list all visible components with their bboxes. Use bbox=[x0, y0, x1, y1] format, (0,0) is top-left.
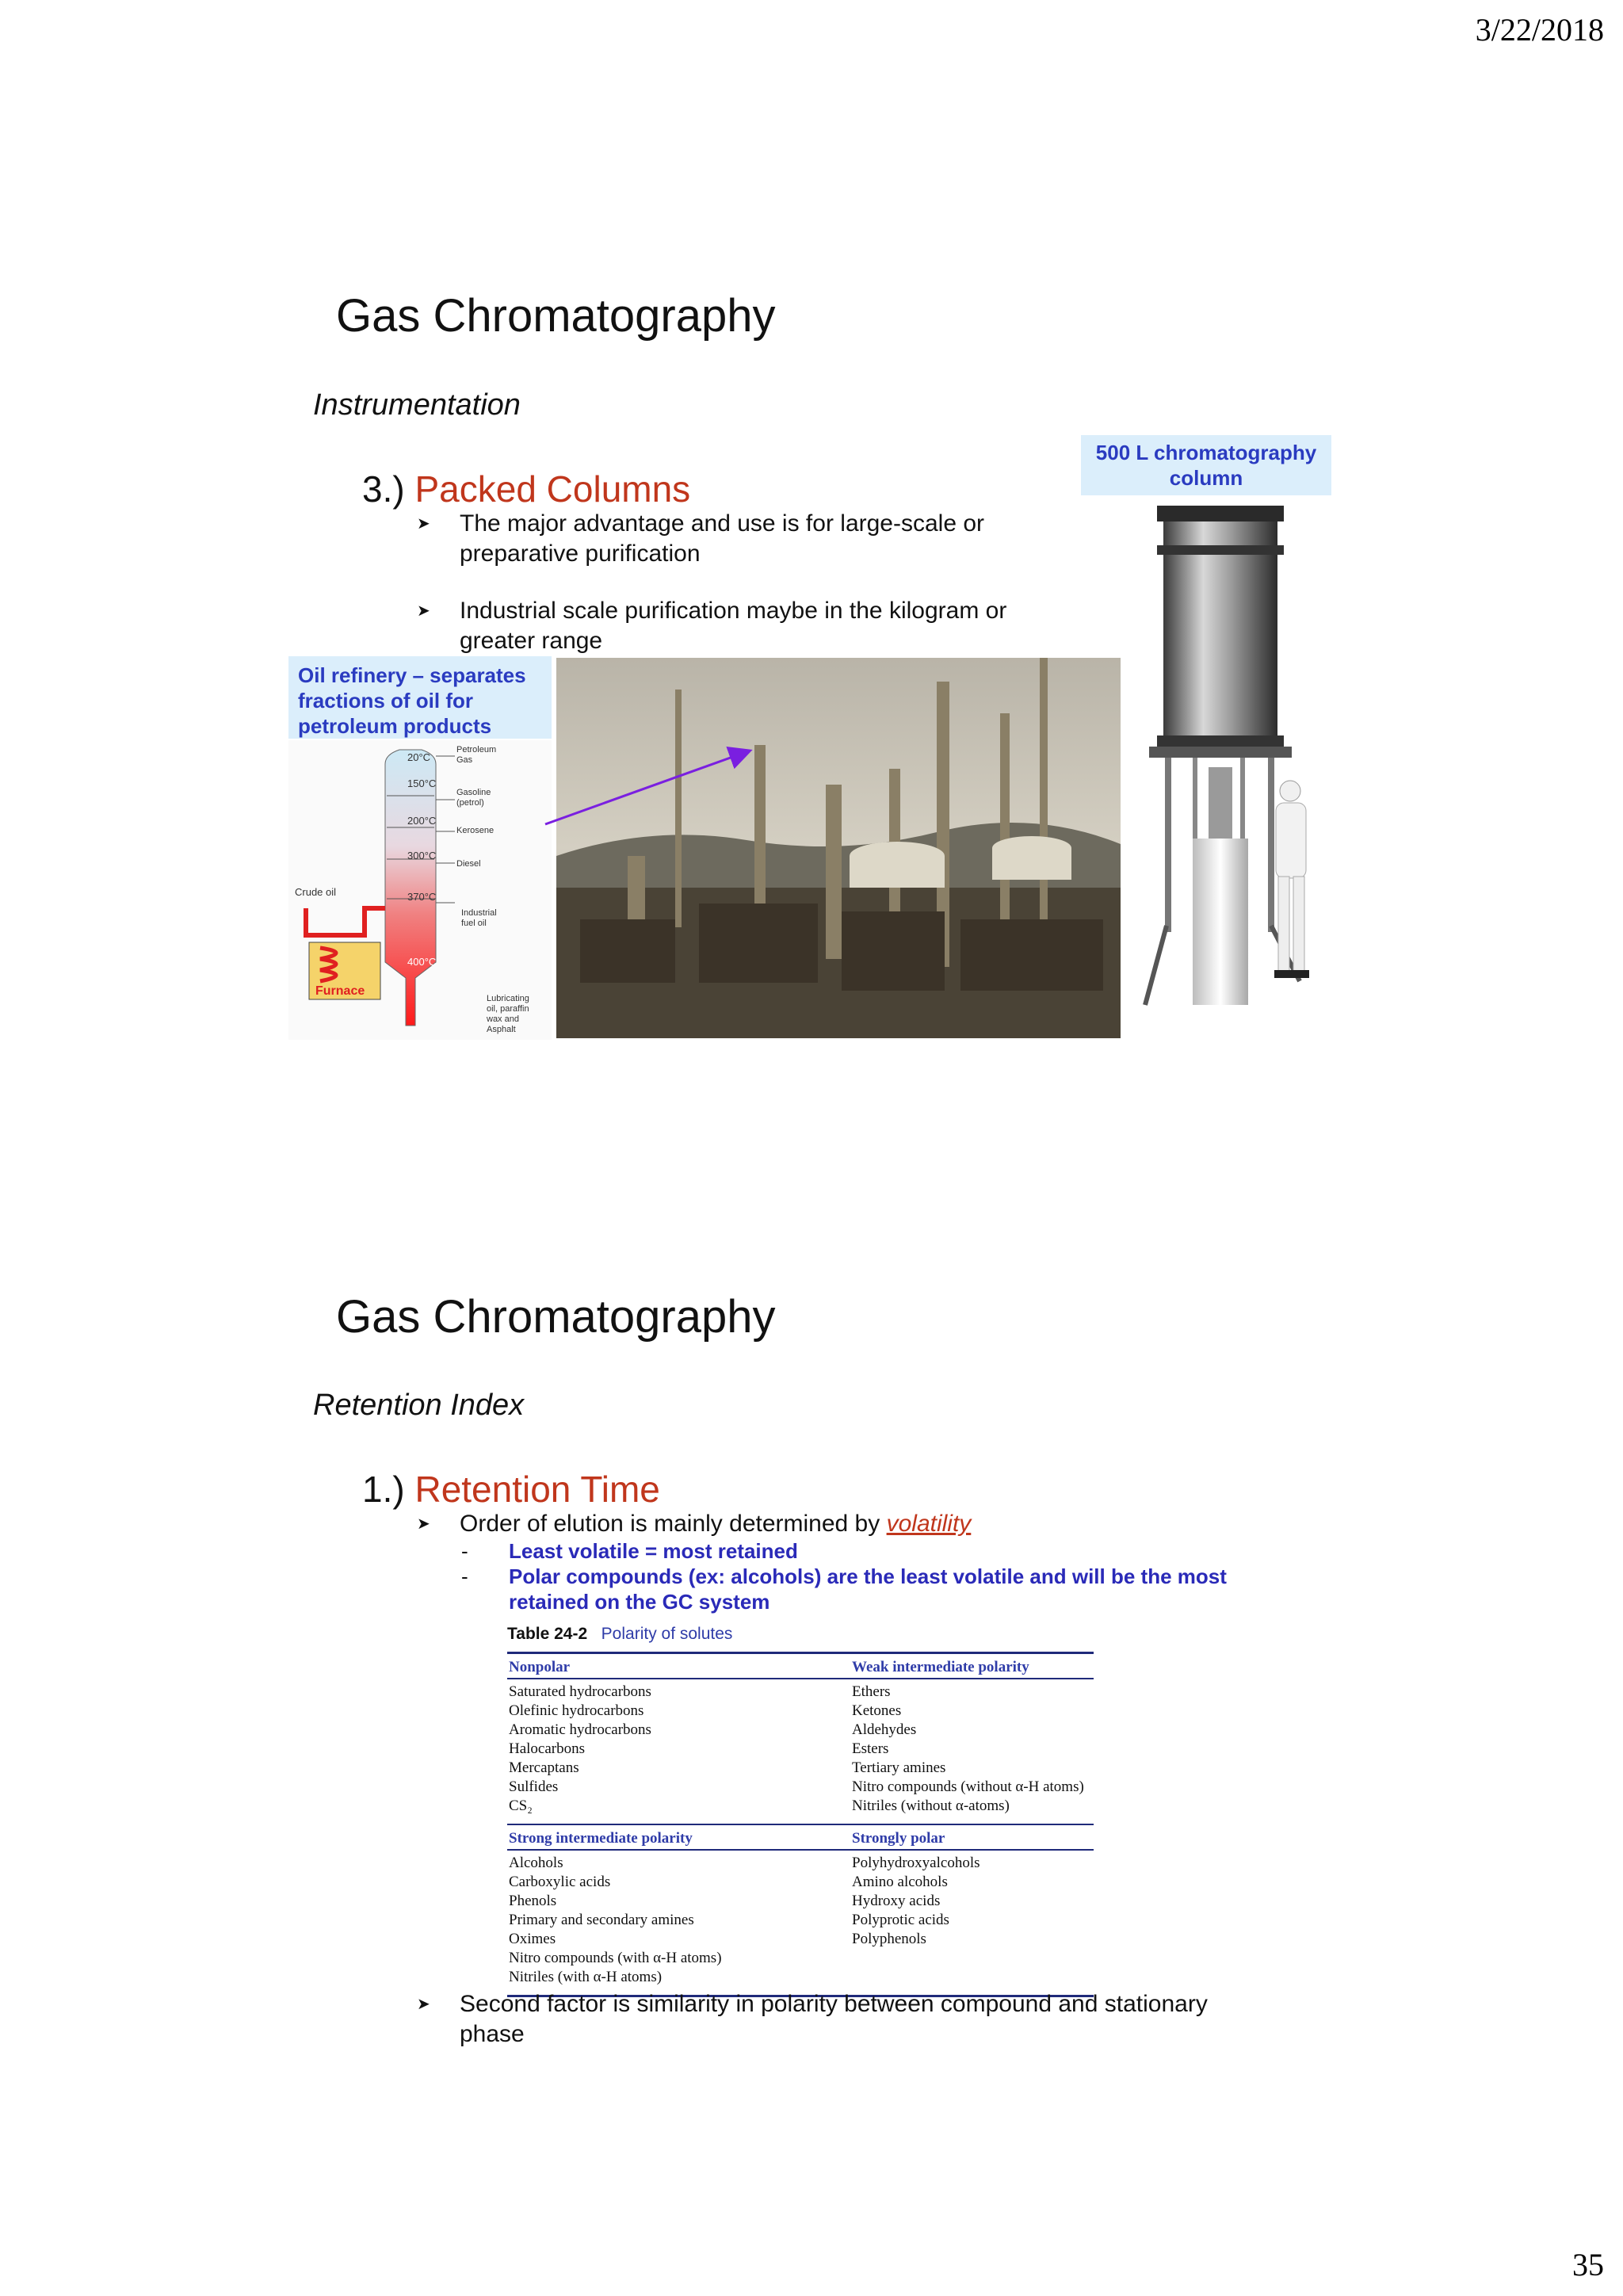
temp-label: 150°C bbox=[407, 777, 437, 789]
output-line: Petroleum bbox=[456, 745, 497, 755]
dash-marker: - bbox=[461, 1564, 468, 1588]
table-cell: Aromatic hydrocarbons bbox=[509, 1721, 651, 1738]
column-header: Strong intermediate polarity bbox=[509, 1830, 693, 1847]
table-column-right bbox=[852, 1854, 980, 1949]
table-number: Table 24-2 bbox=[507, 1625, 588, 1643]
crude-oil-label: Crude oil bbox=[295, 886, 337, 898]
table-caption bbox=[507, 1625, 1094, 1644]
table-cell: Mercaptans bbox=[509, 1759, 579, 1776]
table-cell: Saturated hydrocarbons bbox=[509, 1683, 651, 1700]
table-cell: Nitro compounds (without α-H atoms) bbox=[852, 1778, 1084, 1795]
table-cell: Aldehydes bbox=[852, 1721, 917, 1738]
slide2-section-heading bbox=[362, 1468, 660, 1511]
document-date: 3/22/2018 bbox=[1475, 12, 1604, 48]
slide1-subtitle: Instrumentation bbox=[313, 388, 521, 422]
distillation-diagram bbox=[288, 740, 552, 1040]
table-cell: Phenols bbox=[509, 1893, 557, 1909]
table-cell: CS₂ bbox=[509, 1797, 533, 1814]
output-label bbox=[456, 788, 491, 808]
pointer-arrow bbox=[539, 737, 769, 856]
polarity-table bbox=[507, 1625, 1094, 1997]
table-cell: Ketones bbox=[852, 1702, 902, 1719]
output-label bbox=[456, 859, 481, 869]
section-number: 3.) bbox=[362, 468, 405, 510]
slide1-bullet-2 bbox=[417, 596, 1007, 656]
dash-marker: - bbox=[461, 1539, 468, 1563]
output-line: Diesel bbox=[456, 859, 481, 869]
table-cell: Primary and secondary amines bbox=[509, 1912, 694, 1928]
bullet-line: Second factor is similarity in polarity between compound and stationary bbox=[460, 1991, 1208, 2017]
slide2-subtitle: Retention Index bbox=[313, 1389, 525, 1422]
slide1-section-heading bbox=[362, 468, 690, 510]
slide2-title: Gas Chromatography bbox=[336, 1291, 776, 1343]
table-cell: Polyphenols bbox=[852, 1931, 926, 1947]
output-line: fuel oil bbox=[461, 919, 487, 928]
column-header: Weak intermediate polarity bbox=[852, 1659, 1029, 1675]
slide2-bullet-2 bbox=[417, 1989, 1208, 2050]
table-column-left bbox=[509, 1683, 651, 1816]
table-cell: Oximes bbox=[509, 1931, 556, 1947]
output-line: wax and bbox=[487, 1014, 519, 1024]
temp-label: 20°C bbox=[407, 751, 431, 763]
temp-label: 400°C bbox=[407, 956, 437, 968]
callout-line: fractions of oil for bbox=[298, 689, 473, 712]
bullet-line: The major advantage and use is for large-scale or bbox=[460, 510, 985, 537]
column-header: Nonpolar bbox=[509, 1659, 571, 1675]
table-title: Polarity of solutes bbox=[601, 1625, 733, 1643]
temp-label: 300°C bbox=[407, 850, 437, 861]
bullet-text: Order of elution is mainly determined by bbox=[460, 1511, 887, 1537]
arrow-bullet-icon: ➤ bbox=[417, 1515, 430, 1533]
output-line: Gas bbox=[456, 755, 473, 765]
output-line: Industrial bbox=[461, 908, 497, 918]
slide1-bullet-1 bbox=[417, 509, 985, 569]
dash-line: Polar compounds (ex: alcohols) are the least volatile and will be the most bbox=[509, 1564, 1227, 1588]
table-rule bbox=[507, 1678, 1094, 1679]
output-line: Lubricating bbox=[487, 994, 529, 1003]
output-line: Asphalt bbox=[487, 1025, 516, 1034]
callout-line: 500 L chromatography bbox=[1095, 441, 1317, 464]
section-title: Packed Columns bbox=[414, 468, 691, 510]
refinery-callout bbox=[288, 656, 552, 739]
section-title: Retention Time bbox=[414, 1469, 660, 1510]
temp-label: 200°C bbox=[407, 815, 437, 827]
bullet-line: greater range bbox=[460, 628, 603, 654]
table-cell: Polyprotic acids bbox=[852, 1912, 949, 1928]
dash-line: retained on the GC system bbox=[509, 1590, 770, 1614]
column-callout bbox=[1081, 435, 1331, 495]
table-cell: Tertiary amines bbox=[852, 1759, 946, 1776]
table-cell: Polyhydroxyalcohols bbox=[852, 1855, 980, 1871]
output-label bbox=[487, 994, 529, 1035]
output-line: oil, paraffin bbox=[487, 1004, 529, 1014]
section-number: 1.) bbox=[362, 1469, 405, 1510]
slide1-title: Gas Chromatography bbox=[336, 290, 776, 342]
output-label bbox=[456, 826, 494, 836]
table-cell: Sulfides bbox=[509, 1778, 559, 1795]
table-column-right bbox=[852, 1683, 1084, 1816]
arrow-bullet-icon: ➤ bbox=[417, 602, 430, 620]
table-group-body bbox=[507, 1854, 1094, 1995]
volatility-link[interactable]: volatility bbox=[886, 1511, 972, 1537]
output-label bbox=[456, 745, 496, 766]
table-cell: Hydroxy acids bbox=[852, 1893, 941, 1909]
table-rule bbox=[507, 1849, 1094, 1851]
output-line: Kerosene bbox=[456, 826, 495, 835]
table-cell: Esters bbox=[852, 1740, 889, 1757]
dash-line: Least volatile = most retained bbox=[509, 1539, 798, 1563]
table-column-left bbox=[509, 1854, 722, 1987]
table-cell: Olefinic hydrocarbons bbox=[509, 1702, 644, 1719]
arrow-bullet-icon: ➤ bbox=[417, 1996, 430, 2013]
callout-line: petroleum products bbox=[298, 714, 492, 738]
table-cell: Nitriles (with α-H atoms) bbox=[509, 1969, 663, 1985]
bullet-line: preparative purification bbox=[460, 541, 701, 567]
chromatography-column-photo bbox=[1117, 498, 1347, 1013]
table-cell: Nitro compounds (with α-H atoms) bbox=[509, 1950, 722, 1966]
slide2-dash-2 bbox=[461, 1564, 1227, 1614]
temp-label: 370°C bbox=[407, 891, 437, 903]
table-group-body bbox=[507, 1683, 1094, 1824]
table-cell: Ethers bbox=[852, 1683, 891, 1700]
slide2-dash-1 bbox=[461, 1538, 798, 1564]
bullet-line: Industrial scale purification maybe in the kilogram or bbox=[460, 598, 1007, 624]
table-cell: Alcohols bbox=[509, 1855, 563, 1871]
page-number: 35 bbox=[1572, 2247, 1604, 2283]
table-cell: Nitriles (without α-atoms) bbox=[852, 1797, 1010, 1814]
table-cell: Amino alcohols bbox=[852, 1874, 948, 1890]
callout-line: Oil refinery – separates bbox=[298, 663, 526, 687]
column-header: Strongly polar bbox=[852, 1830, 945, 1847]
output-line: Gasoline bbox=[456, 788, 491, 797]
callout-line: column bbox=[1169, 466, 1243, 490]
bullet-line: phase bbox=[460, 2021, 525, 2047]
arrow-bullet-icon: ➤ bbox=[417, 515, 430, 533]
table-cell: Halocarbons bbox=[509, 1740, 586, 1757]
table-group-header bbox=[507, 1654, 1094, 1678]
slide2-bullet-1 bbox=[417, 1509, 972, 1539]
table-group-header bbox=[507, 1825, 1094, 1849]
furnace-label: Furnace bbox=[315, 984, 365, 998]
output-label bbox=[461, 908, 497, 929]
output-line: (petrol) bbox=[456, 798, 484, 808]
table-cell: Carboxylic acids bbox=[509, 1874, 611, 1890]
